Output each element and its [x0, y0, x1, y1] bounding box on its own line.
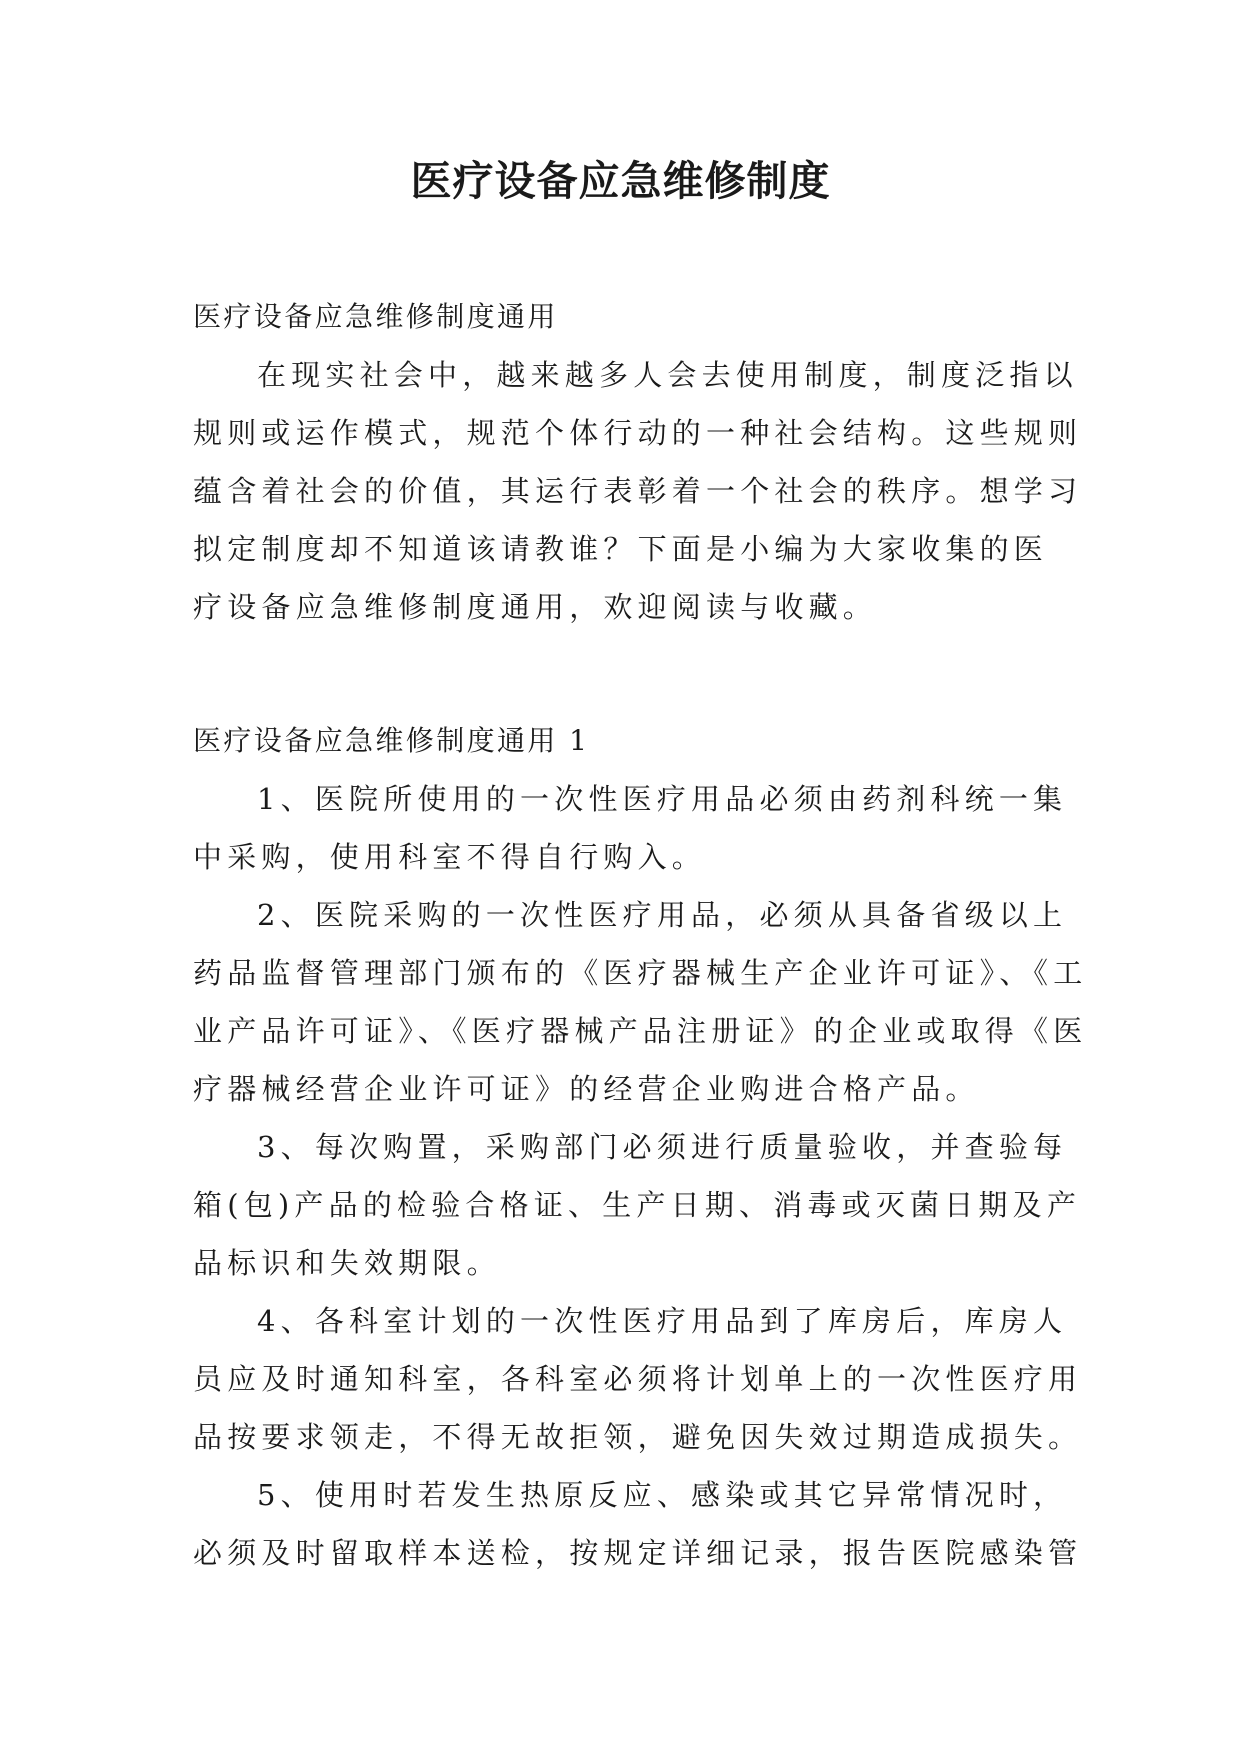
- intro-line: 疗设备应急维修制度通用，欢迎阅读与收藏。: [193, 590, 878, 624]
- item-2-line: 药品监督管理部门颁布的《医疗器械生产企业许可证》、《工: [193, 956, 1088, 990]
- item-4-line: 4、各科室计划的一次性医疗用品到了库房后，库房人: [257, 1304, 1068, 1338]
- item-1-line: 中采购，使用科室不得自行购入。: [193, 840, 707, 874]
- item-2-line: 业产品许可证》、《医疗器械产品注册证》的企业或取得《医: [193, 1014, 1088, 1048]
- section-heading: 医疗设备应急维修制度通用 1: [193, 724, 590, 757]
- intro-line: 规则或运作模式，规范个体行动的一种社会结构。这些规则: [193, 416, 1083, 450]
- intro-line: 在现实社会中，越来越多人会去使用制度，制度泛指以: [257, 358, 1078, 392]
- item-2-line: 2、医院采购的一次性医疗用品，必须从具备省级以上: [257, 898, 1068, 932]
- subtitle-heading: 医疗设备应急维修制度通用: [193, 300, 558, 333]
- document-body: [193, 288, 1088, 1582]
- item-5-line: 5、使用时若发生热原反应、感染或其它异常情况时，: [257, 1478, 1068, 1512]
- item-3-line: 3、每次购置，采购部门必须进行质量验收，并查验每: [257, 1130, 1068, 1164]
- paragraph-gap: [193, 636, 1073, 712]
- item-3-line: 品标识和失效期限。: [193, 1246, 501, 1280]
- item-1-line: 1、医院所使用的一次性医疗用品必须由药剂科统一集: [257, 782, 1068, 816]
- item-5-line: 必须及时留取样本送检，按规定详细记录，报告医院感染管: [193, 1536, 1083, 1570]
- document-title: 医疗设备应急维修制度: [410, 157, 831, 205]
- item-2-line: 疗器械经营企业许可证》的经营企业购进合格产品。: [193, 1072, 980, 1106]
- item-4-line: 品按要求领走，不得无故拒领，避免因失效过期造成损失。: [193, 1420, 1083, 1454]
- item-4-line: 员应及时通知科室，各科室必须将计划单上的一次性医疗用: [193, 1362, 1083, 1396]
- intro-line: 蕴含着社会的价值，其运行表彰着一个社会的秩序。想学习: [193, 474, 1083, 508]
- item-3-line: 箱(包)产品的检验合格证、生产日期、消毒或灭菌日期及产: [193, 1188, 1082, 1222]
- intro-line: 拟定制度却不知道该请教谁？下面是小编为大家收集的医: [193, 532, 1049, 566]
